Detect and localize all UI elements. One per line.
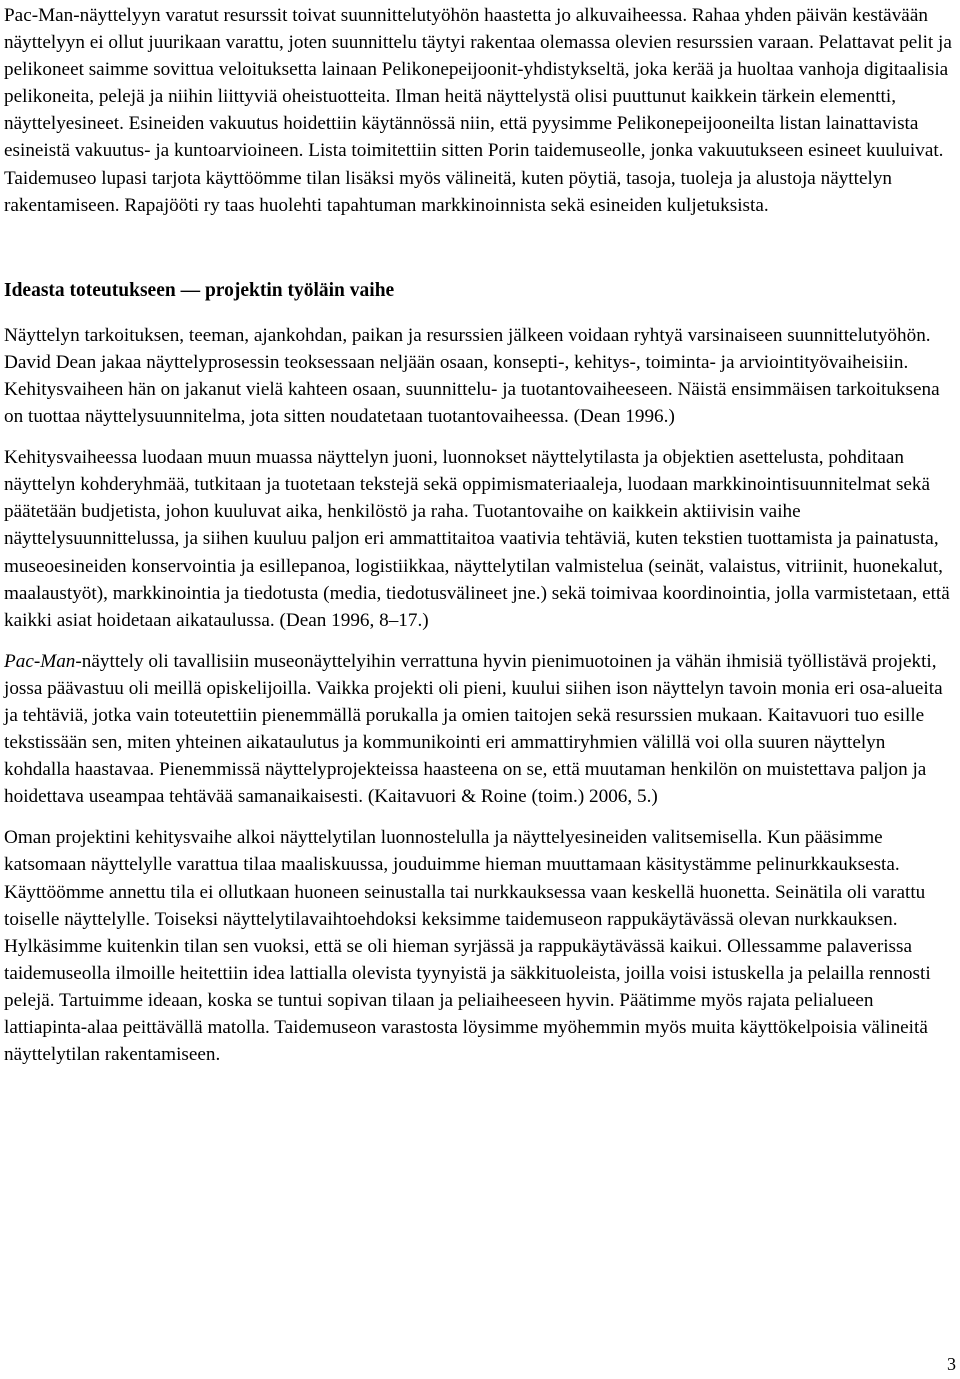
document-page: [4, 0, 952, 1068]
paragraph-development-phases: Näyttelyn tarkoituksen, teeman, ajankohdan, paikan ja resurssien jälkeen voidaan ryhtyä varsinaiseen suunnittelutyöhön. David Dean jakaa näyttelyprosessin teoksessaan neljään osaan, konsepti-, kehitys-, toiminta- ja arviointityövaiheisiin. Kehitysvaiheen hän on jakanut vielä kahteen osaan, suunnittelu- ja tuotantovaiheeseen. Näistä ensimmäisen tarkoituksena on tuottaa näyttelysuunnitelma, jota sitten noudatetaan tuotantovaiheessa. (Dean 1996.): [4, 324, 940, 428]
paragraph-own-project: Oman projektini kehitysvaihe alkoi näyttelytilan luonnostelulla ja näyttelyesineiden valitsemisella. Kun pääsimme katsomaan näyttelylle varattua tilaa maaliskuussa, jouduimme hieman muuttamaan käsitystämme pelinurkkauksesta. Käyttöömme annettu tila ei ollutkaan huoneen seinustalla tai nurkkauksessa vaan keskellä huonetta. Seinätila oli varattu toiselle näyttelylle. Toiseksi näyttelytilavaihtoehdoksi keksimme taidemuseon rappukäytävässä olevan nurkkauksen. Hylkäsimme kuitenkin tilan sen vuoksi, että se oli hieman syrjässä ja rappukäytävässä kaikui. Ollessamme palaverissa taidemuseolla ilmoille heitettiin idea lattialla olevista tyynyistä ja säkkituoleista, joilla voisi istuskella ja pelailla rennosti pelejä. Tartuimme ideaan, koska se tuntui sopivan tilaan ja peliaiheeseen hyvin. Päätimme myös rajata pelialueen lattiapinta-alaa peittävällä matolla. Taidemuseon varastosta löysimme myöhemmin myös muita käyttökelpoisia välineitä näyttelytilan rakentamiseen.: [4, 827, 931, 1066]
paragraph-development-stage: Kehitysvaiheessa luodaan muun muassa näyttelyn juoni, luonnokset näyttelytilasta ja objektien asettelusta, pohditaan näyttelyn kohderyhmää, tutkitaan ja tuotetaan tekstejä sekä oppimismateriaaleja, luodaan markkinointisuunnitelmat sekä päätetään budjetista, johon kuuluvat aika, henkilöstö ja raha. Tuotantovaihe on kaikkein aktiivisin vaihe näyttelysuunnittelussa, ja siihen kuuluu paljon eri ammattitaitoa vaativia tehtäviä, kuten tekstien tuottamista ja painatusta, museoesineiden konservointia ja esillepanoa, logistiikkaa, näyttelytilan valmistelua (seinät, valaistus, vitriinit, huonekalut, maalaustyöt), markkinointia ja tiedotusta (media, tiedotusvälineet jne.) sekä toimivaa koordinointia, jolla varmistetaan, että kaikki asiat hoidetaan aikataulussa. (Dean 1996, 8–17.): [4, 447, 950, 631]
paragraph-pacman-text: -näyttely oli tavallisiin museonäyttelyihin verrattuna hyvin pienimuotoinen ja vähän ihmisiä työllistävä projekti, jossa päävastuu oli meillä opiskelijoilla. Vaikka projekti oli pieni, kuului siihen ison näyttelyn tavoin monia eri osa-alueita ja tehtäviä, jotka vain toteutettiin pienemmällä porukalla ja omien taitojen sekä resurssien mukaan. Kaitavuori tuo esille tekstissään sen, miten yhteinen aikataulutus ja kommunikointi eri ammattiryhmien välillä voi olla suuren näyttelyn kohdalla haastavaa. Pienemmissä näyttelyprojekteissa haasteena on se, että muutaman henkilön on muistettava paljon ja hoidettava useampaa tehtävää samanaikaisesti. (Kaitavuori & Roine (toim.) 2006, 5.): [4, 650, 943, 808]
paragraph-pacman-exhibition: [4, 648, 952, 811]
intro-paragraph: Pac-Man-näyttelyyn varatut resurssit toivat suunnittelutyöhön haastetta jo alkuvaiheessa. Rahaa yhden päivän kestävään näyttelyyn ei ollut juurikaan varattu, joten suunnittelu täytyi rakentaa olemassa olevien resurssien varaan. Pelattavat pelit ja pelikoneet saimme sovittua veloituksetta lainaan Pelikonepeijoonit-yhdistykseltä, joka kerää ja huoltaa vanhoja digitaalisia pelikoneita, pelejä ja niihin liittyviä oheistuotteita. Ilman heitä näyttelystä olisi puuttunut kaikkein tärkein elementti, näyttelyesineet. Esineiden vakuutus hoidettiin käytännössä niin, että pyysimme Pelikonepeijooneilta listan lainattavista esineistä vakuutus- ja kuntoarvioineen. Lista toimitettiin sitten Porin taidemuseolle, jonka vakuutukseen esineet kuuluivat. Taidemuseo lupasi tarjota käyttöömme tilan lisäksi myös välineitä, kuten pöytiä, tasoja, tuoleja ja alustoja näyttelyn rakentamiseen. Rapajööti ry taas huolehti tapahtuman markkinoinnista sekä esineiden kuljetuksista.: [4, 5, 952, 216]
italic-title: Pac-Man: [4, 650, 76, 672]
section-heading: Ideasta toteutukseen — projektin työläin vaihe: [4, 279, 395, 301]
page-number: 3: [947, 1354, 956, 1374]
